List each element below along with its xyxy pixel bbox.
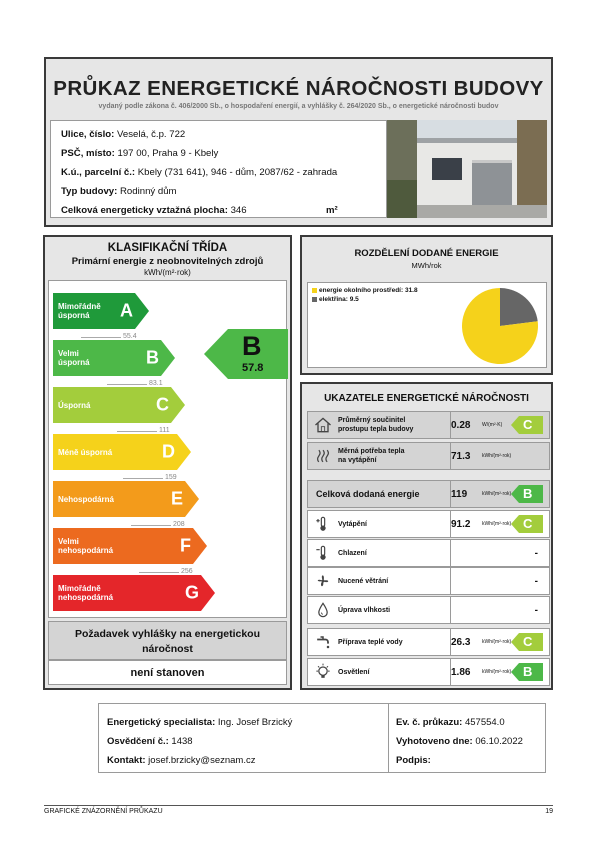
class-threshold: 208 bbox=[173, 521, 185, 528]
indicator-class-badge: C bbox=[511, 416, 543, 434]
indicator-unit: kWh/(m²·rok) bbox=[482, 521, 512, 527]
class-label: Nehospodárná bbox=[58, 494, 115, 504]
ku-label: K.ú., parcelní č.: bbox=[61, 167, 136, 178]
class-letter: A bbox=[120, 300, 133, 321]
page-number: 19 bbox=[545, 808, 553, 815]
indicator-unit: W/(m²·K) bbox=[482, 422, 503, 428]
class-bar-a bbox=[53, 293, 149, 329]
indicator-label: Průměrný součinitel prostupu tepla budovy bbox=[338, 417, 414, 433]
heat-waves-icon bbox=[311, 444, 335, 468]
indicator-label: Nucené větrání bbox=[338, 577, 389, 585]
ev-label: Ev. č. průkazu: bbox=[396, 717, 463, 728]
class-bar-f bbox=[53, 528, 207, 564]
thermometer-minus-icon bbox=[311, 541, 335, 565]
distribution-title: ROZDĚLENÍ DODANÉ ENERGIE bbox=[354, 248, 499, 259]
indicator-row bbox=[307, 596, 550, 624]
indicator-value: 0.28 bbox=[451, 419, 471, 431]
indicator-label: Vytápění bbox=[338, 520, 367, 528]
requirement-title: Požadavek vyhlášky na energetickou náročnost bbox=[48, 621, 287, 660]
indicator-class-badge: B bbox=[511, 485, 543, 503]
pie-slice-electricity bbox=[500, 288, 538, 326]
class-label: Úsporná bbox=[58, 400, 91, 410]
droplet-icon bbox=[311, 598, 335, 622]
indicator-unit: kWh/(m²·rok) bbox=[482, 491, 512, 497]
street-value: Veselá, č.p. 722 bbox=[117, 129, 186, 140]
bulb-icon bbox=[311, 660, 335, 684]
specialist-label: Energetický specialista: bbox=[107, 717, 216, 728]
indicator-row bbox=[307, 567, 550, 595]
class-letter: F bbox=[180, 535, 191, 556]
indicator-label: Úprava vlhkosti bbox=[338, 606, 391, 614]
indicator-value: 26.3 bbox=[451, 636, 471, 648]
indicator-label: Celková dodaná energie bbox=[316, 488, 420, 499]
class-threshold: 83.1 bbox=[149, 380, 163, 387]
class-label: Méně úsporná bbox=[58, 447, 113, 457]
class-bar-b bbox=[53, 340, 175, 376]
ev-value: 457554.0 bbox=[464, 717, 505, 728]
sign-label: Podpis: bbox=[396, 755, 431, 766]
indicators-panel bbox=[300, 382, 553, 690]
thermometer-plus-icon bbox=[311, 512, 335, 536]
indicator-label: Měrná potřeba tepla na vytápění bbox=[338, 448, 405, 464]
contact-label: Kontakt: bbox=[107, 755, 146, 766]
indicators-title: UKAZATELE ENERGETICKÉ NÁROČNOSTI bbox=[324, 393, 529, 404]
type-value: Rodinný dům bbox=[120, 186, 177, 197]
indicator-value: 71.3 bbox=[451, 450, 471, 462]
indicator-label: Příprava teplé vody bbox=[338, 638, 403, 646]
requirement-value: není stanoven bbox=[48, 660, 287, 685]
indicator-unit: kWh/(m²·rok) bbox=[482, 453, 512, 459]
class-bar-g bbox=[53, 575, 215, 611]
class-label: Velmi nehospodárná bbox=[58, 537, 114, 555]
specialist-panel bbox=[98, 703, 546, 773]
indicator-value: - bbox=[534, 547, 538, 559]
date-label: Vyhotoveno dne: bbox=[396, 736, 473, 747]
date-value: 06.10.2022 bbox=[475, 736, 523, 747]
indicator-row bbox=[307, 480, 550, 508]
indicator-row bbox=[307, 411, 550, 439]
indicator-unit: kWh/(m²·rok) bbox=[482, 669, 512, 675]
class-label: Mimořádně úsporná bbox=[58, 302, 101, 320]
class-bar-d bbox=[53, 434, 191, 470]
page-footer bbox=[44, 805, 553, 815]
class-letter: D bbox=[162, 441, 175, 462]
type-label: Typ budovy: bbox=[61, 186, 118, 197]
indicator-class-badge: C bbox=[511, 515, 543, 533]
legend-item: energie okolního prostředí: 31.8 bbox=[312, 287, 418, 294]
indicator-value: 119 bbox=[451, 488, 468, 500]
classification-unit: kWh/(m²·rok) bbox=[144, 268, 191, 277]
distribution-unit: MWh/rok bbox=[411, 261, 442, 270]
indicator-value: - bbox=[534, 575, 538, 587]
area-unit: m² bbox=[326, 205, 338, 216]
class-letter: B bbox=[146, 347, 159, 368]
result-value: 57.8 bbox=[242, 362, 264, 374]
indicator-row bbox=[307, 539, 550, 567]
class-label: Velmi úsporná bbox=[58, 349, 90, 367]
class-threshold: 55.4 bbox=[123, 333, 137, 340]
cert-label: Osvědčení č.: bbox=[107, 736, 169, 747]
legend-item: elektřina: 9.5 bbox=[312, 296, 359, 303]
indicator-row bbox=[307, 658, 550, 686]
indicator-value: - bbox=[534, 604, 538, 616]
faucet-icon bbox=[311, 630, 335, 654]
indicator-class-badge: B bbox=[511, 663, 543, 681]
indicator-value: 91.2 bbox=[451, 518, 471, 530]
footer-section: GRAFICKÉ ZNÁZORNĚNÍ PRŮKAZU bbox=[44, 808, 163, 815]
house-icon bbox=[311, 413, 335, 437]
classification-subtitle: Primární energie z neobnovitelných zdrojů bbox=[71, 256, 264, 267]
indicator-label: Osvětlení bbox=[338, 668, 370, 676]
street-label: Ulice, číslo: bbox=[61, 129, 115, 140]
class-threshold: 111 bbox=[159, 427, 170, 434]
class-bar-e bbox=[53, 481, 199, 517]
classification-title: KLASIFIKAČNÍ TŘÍDA bbox=[107, 242, 228, 254]
pie-chart bbox=[460, 286, 540, 366]
class-scale bbox=[48, 280, 287, 618]
distribution-chart bbox=[307, 282, 547, 368]
class-threshold: 256 bbox=[181, 568, 193, 575]
class-letter: E bbox=[170, 488, 183, 509]
class-letter: G bbox=[184, 582, 199, 603]
indicator-label: Chlazení bbox=[338, 549, 367, 557]
result-arrow bbox=[204, 329, 288, 379]
psc-value: 197 00, Praha 9 - Kbely bbox=[117, 148, 219, 159]
indicator-unit: kWh/(m²·rok) bbox=[482, 639, 512, 645]
page-title: PRŮKAZ ENERGETICKÉ NÁROČNOSTI BUDOVY bbox=[53, 77, 544, 100]
building-photo bbox=[387, 120, 547, 218]
ku-value: Kbely (731 641), 946 - dům, 2087/62 - zahrada bbox=[137, 167, 338, 178]
contact-value: josef.brzicky@seznam.cz bbox=[148, 755, 256, 766]
indicator-row bbox=[307, 442, 550, 470]
indicator-row bbox=[307, 510, 550, 538]
indicator-value: 1.86 bbox=[451, 666, 471, 678]
page-subtitle: vydaný podle zákona č. 406/2000 Sb., o hospodaření energií, a vyhlášky č. 264/2020 Sb., o energetické náročnosti budov bbox=[98, 103, 499, 110]
indicator-row bbox=[307, 628, 550, 656]
indicator-class-badge: C bbox=[511, 633, 543, 651]
fan-icon bbox=[311, 569, 335, 593]
psc-label: PSČ, místo: bbox=[61, 148, 115, 159]
class-label: Mimořádně nehospodárná bbox=[58, 584, 114, 602]
class-bar-c bbox=[53, 387, 185, 423]
area-label: Celková energeticky vztažná plocha: bbox=[61, 205, 228, 216]
specialist-name: Ing. Josef Brzický bbox=[217, 717, 293, 728]
class-letter: C bbox=[156, 394, 169, 415]
result-letter: B bbox=[242, 331, 262, 361]
cert-value: 1438 bbox=[171, 736, 193, 747]
address-panel bbox=[50, 120, 387, 218]
area-value: 346 bbox=[230, 205, 247, 216]
class-threshold: 159 bbox=[165, 474, 177, 481]
